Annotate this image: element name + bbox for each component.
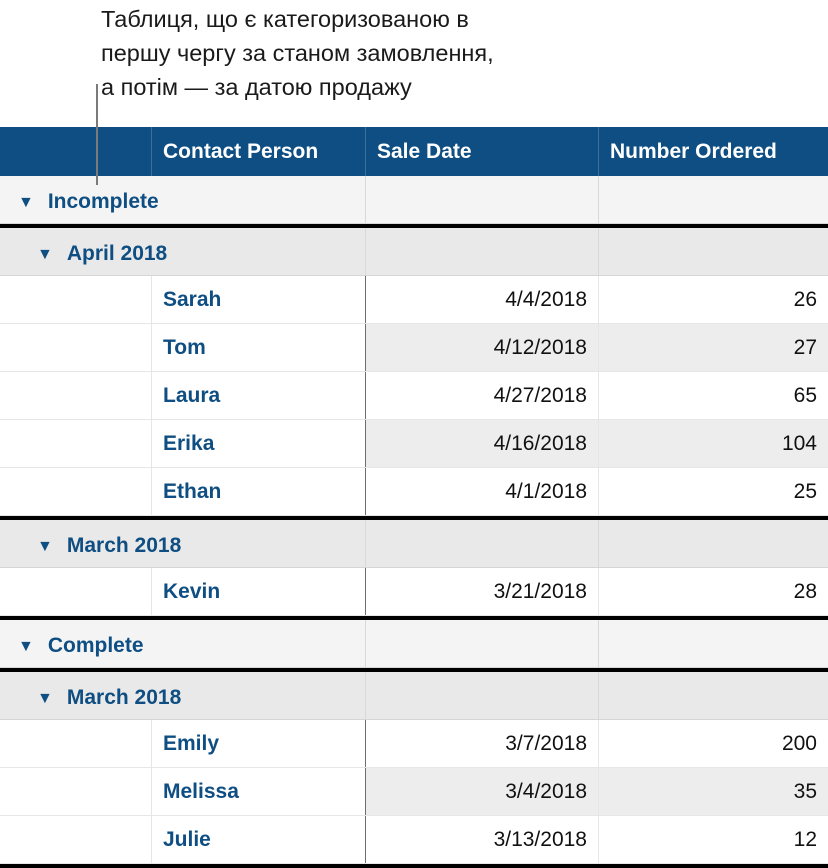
number-ordered: 28	[793, 580, 817, 603]
callout-leader-line	[96, 84, 98, 185]
group-label: Incomplete	[47, 190, 159, 213]
sale-date: 4/1/2018	[505, 480, 587, 503]
sale-date: 4/27/2018	[493, 384, 587, 407]
table-row[interactable]	[0, 324, 828, 372]
number-ordered: 27	[793, 336, 817, 359]
triangle-down-icon[interactable]: ▼	[18, 194, 34, 211]
contact-name: Tom	[163, 336, 206, 359]
contact-name: Melissa	[163, 780, 239, 803]
number-ordered: 26	[793, 288, 817, 311]
sale-date: 4/16/2018	[493, 432, 587, 455]
contact-name: Emily	[163, 732, 220, 755]
table-row[interactable]	[0, 568, 828, 616]
number-ordered: 35	[793, 780, 817, 803]
subgroup-label: April 2018	[66, 242, 168, 265]
number-ordered: 12	[793, 828, 817, 851]
subgroup-label: March 2018	[66, 686, 182, 709]
contact-name: Sarah	[163, 288, 222, 311]
number-ordered: 25	[793, 480, 817, 503]
callout-text	[101, 2, 821, 104]
sale-date: 3/7/2018	[505, 732, 587, 755]
table-row[interactable]	[0, 276, 828, 324]
sale-date: 4/4/2018	[505, 288, 587, 311]
number-ordered: 200	[781, 732, 817, 755]
contact-name: Laura	[163, 384, 221, 407]
callout-line-1: Таблиця, що є категоризованою в	[101, 6, 469, 32]
table-row[interactable]	[0, 420, 828, 468]
contact-name: Julie	[163, 828, 211, 851]
subgroup-row-april-2018[interactable]	[0, 228, 828, 276]
sale-date: 4/12/2018	[493, 336, 587, 359]
callout-line-3: а потім — за датою продажу	[101, 74, 412, 100]
subgroup-row-march-2018[interactable]	[0, 672, 828, 720]
header-cell-number-ordered[interactable]: Number Ordered	[610, 140, 777, 163]
sale-date: 3/4/2018	[505, 780, 587, 803]
header-cell-category[interactable]	[0, 127, 152, 176]
table-row[interactable]	[0, 720, 828, 768]
contact-name: Ethan	[163, 480, 222, 503]
sale-date: 3/13/2018	[493, 828, 587, 851]
table-row[interactable]	[0, 468, 828, 516]
subgroup-row-march-2018[interactable]	[0, 520, 828, 568]
sale-date: 3/21/2018	[493, 580, 587, 603]
contact-name: Kevin	[163, 580, 221, 603]
table-bottom-border	[0, 864, 828, 868]
subgroup-label: March 2018	[66, 534, 182, 557]
group-row-incomplete[interactable]	[0, 176, 828, 224]
triangle-down-icon[interactable]: ▼	[37, 538, 53, 555]
table-row[interactable]	[0, 372, 828, 420]
table-row[interactable]	[0, 768, 828, 816]
callout-line-2: першу чергу за станом замовлення,	[101, 40, 494, 66]
header-row	[0, 127, 828, 176]
triangle-down-icon[interactable]: ▼	[37, 246, 53, 263]
categorized-table	[0, 127, 828, 868]
triangle-down-icon[interactable]: ▼	[37, 690, 53, 707]
group-label: Complete	[47, 634, 144, 657]
contact-name: Erika	[163, 432, 215, 455]
group-row-complete[interactable]	[0, 620, 828, 668]
header-cell-sale-date[interactable]: Sale Date	[366, 127, 599, 176]
triangle-down-icon[interactable]: ▼	[18, 638, 34, 655]
number-ordered: 65	[793, 384, 817, 407]
header-cell-contact-person[interactable]: Contact Person	[152, 127, 366, 176]
number-ordered: 104	[781, 432, 817, 455]
